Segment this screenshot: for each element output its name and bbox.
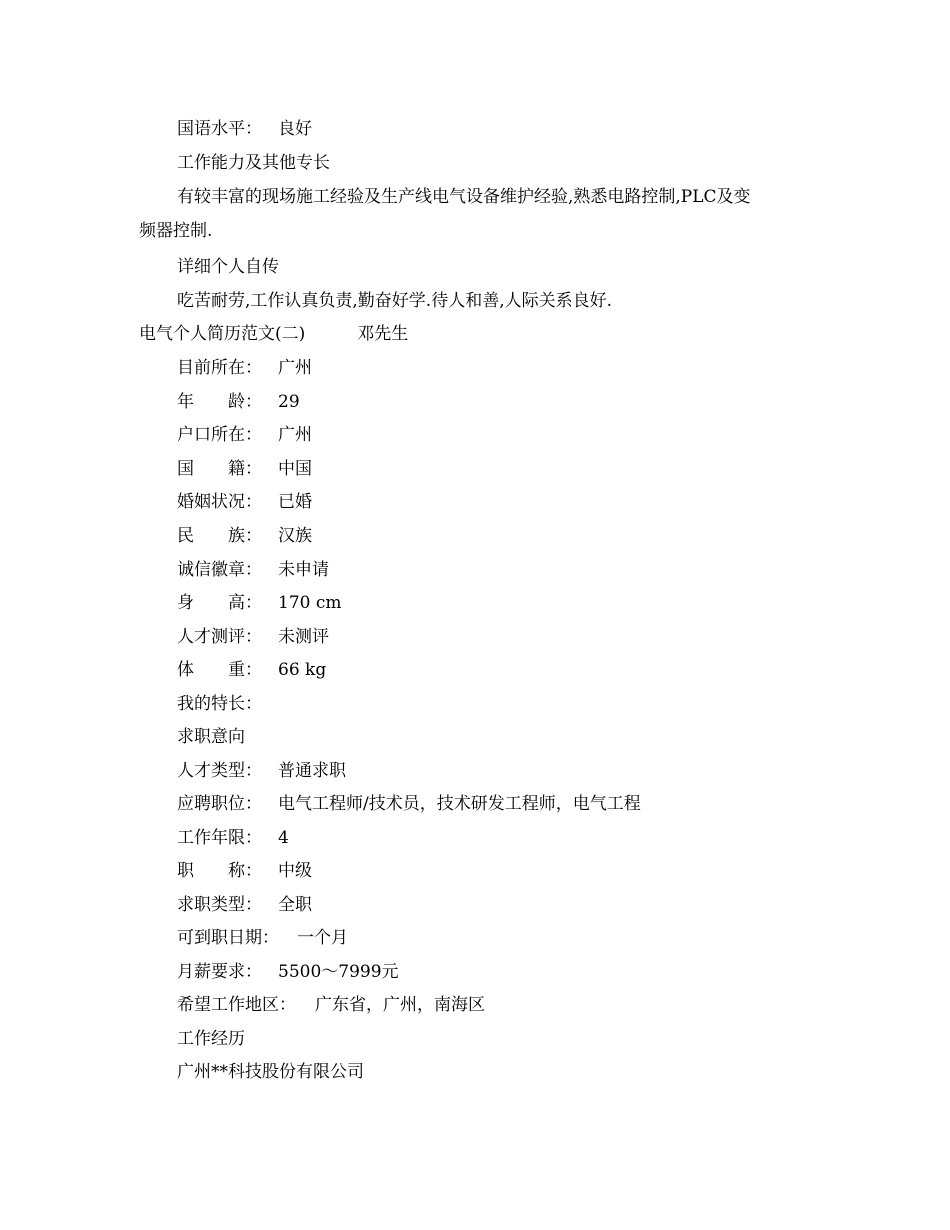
bio-heading: 详细个人自传	[177, 257, 279, 277]
field-row	[177, 662, 326, 679]
field-row	[177, 394, 300, 411]
intent-value: 电气工程师/技术员，技术研发工程师，电气工程	[278, 794, 641, 814]
intent-label: 求职类型：	[177, 895, 262, 915]
field-label: 年 龄：	[177, 392, 262, 412]
field-value: 66 kg	[278, 660, 327, 680]
field-label: 国 籍：	[177, 459, 262, 479]
field-value: 已婚	[278, 492, 312, 512]
field-value: 未申请	[278, 560, 329, 580]
field-row	[177, 595, 342, 612]
field-label: 户口所在：	[177, 425, 262, 445]
field-row	[177, 696, 278, 713]
intent-row	[177, 830, 289, 847]
intent-value: 4	[278, 828, 289, 848]
skills-line-1: 有较丰富的现场施工经验及生产线电气设备维护经验,熟悉电路控制,PLC及变	[177, 187, 751, 207]
available-label: 可到职日期：	[177, 928, 279, 948]
region-row	[177, 997, 485, 1014]
skills-line-2: 频器控制.	[139, 221, 213, 241]
salary-label: 月薪要求：	[177, 962, 262, 982]
intent-row	[177, 763, 346, 780]
field-value: 广州	[278, 425, 312, 445]
experience-heading: 工作经历	[177, 1029, 245, 1049]
field-value: 中国	[278, 459, 312, 479]
salary-value: 5500～7999元	[278, 962, 399, 982]
field-label: 民 族：	[177, 526, 262, 546]
field-row	[177, 360, 312, 377]
skills-heading: 工作能力及其他专长	[177, 153, 330, 173]
intent-value: 普通求职	[278, 761, 346, 781]
skills-paragraph	[139, 189, 819, 240]
language-label: 国语水平：	[177, 119, 262, 139]
field-row	[177, 562, 329, 579]
intent-label: 职 称：	[177, 861, 262, 881]
intent-label: 工作年限：	[177, 828, 262, 848]
field-row	[177, 427, 312, 444]
available-row	[177, 930, 348, 947]
field-label: 诚信徽章：	[177, 560, 262, 580]
field-label: 人才测评：	[177, 627, 262, 647]
field-row	[177, 461, 312, 478]
resume-title: 电气个人简历范文(二)	[139, 324, 306, 344]
field-label: 婚姻状况：	[177, 492, 262, 512]
intent-row	[177, 863, 312, 880]
region-label: 希望工作地区：	[177, 995, 296, 1015]
intent-value: 中级	[278, 861, 312, 881]
salary-row	[177, 964, 399, 981]
available-value: 一个月	[297, 928, 348, 948]
company-name: 广州**科技股份有限公司	[177, 1062, 364, 1082]
field-value: 未测评	[278, 627, 329, 647]
field-row	[177, 528, 312, 545]
field-value: 170 cm	[278, 593, 342, 613]
field-label: 体 重：	[177, 660, 262, 680]
language-value: 良好	[278, 119, 312, 139]
field-value: 29	[278, 392, 300, 412]
field-row	[177, 629, 329, 646]
field-row	[177, 494, 312, 511]
region-value: 广东省，广州，南海区	[315, 995, 485, 1015]
field-label: 目前所在：	[177, 358, 262, 378]
intent-label: 人才类型：	[177, 761, 262, 781]
intent-value: 全职	[278, 895, 312, 915]
intent-row	[177, 796, 641, 813]
field-value: 汉族	[278, 526, 312, 546]
resume-title-row	[139, 326, 408, 343]
intent-heading: 求职意向	[177, 727, 245, 747]
intent-label: 应聘职位：	[177, 794, 262, 814]
field-label: 我的特长：	[177, 694, 262, 714]
candidate-name: 邓先生	[357, 324, 409, 344]
intent-row	[177, 897, 312, 914]
bio-text: 吃苦耐劳,工作认真负责,勤奋好学.待人和善,人际关系良好.	[177, 291, 613, 311]
field-label: 身 高：	[177, 593, 262, 613]
field-value: 广州	[278, 358, 312, 378]
language-row	[177, 121, 312, 138]
